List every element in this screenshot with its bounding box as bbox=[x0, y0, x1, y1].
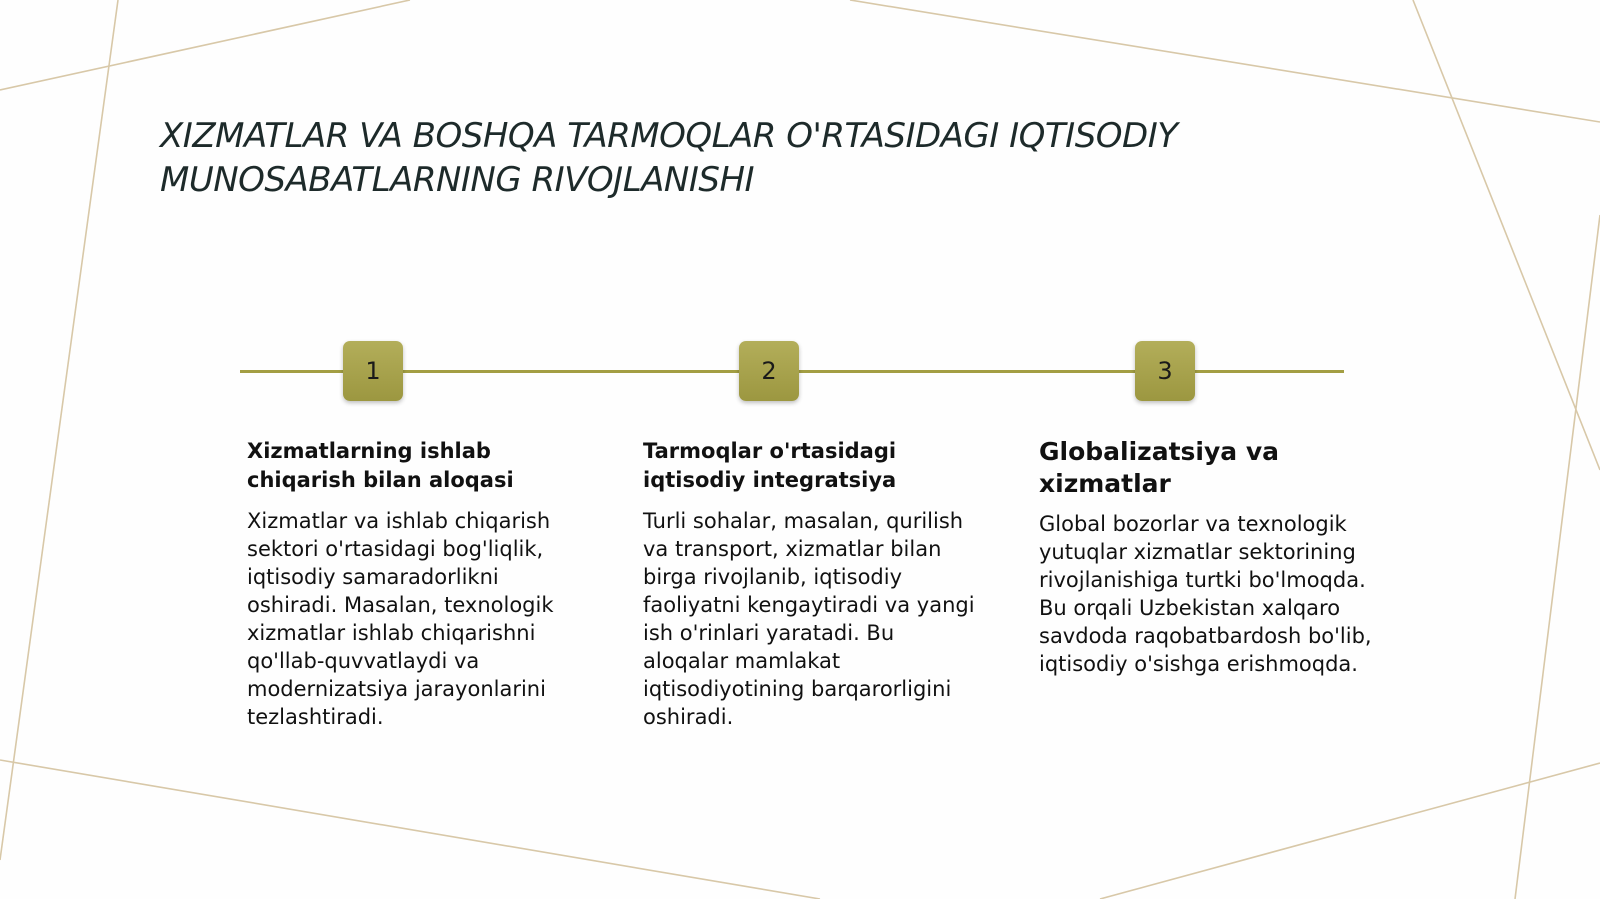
step-3-badge: 3 bbox=[1135, 341, 1195, 401]
page-title: XIZMATLAR VA BOSHQA TARMOQLAR O'RTASIDAGI IQTISODIY MUNOSABATLARNING RIVOJLANISHI bbox=[160, 116, 1178, 200]
step-2-heading: Tarmoqlar o'rtasidagi iqtisodiy integratsiya bbox=[643, 439, 897, 492]
step-3-body: Global bozorlar va texnologik yutuqlar xizmatlar sektorining rivojlanishiga turtki bo'lmoqda. Bu orqali Uzbekistan xalqaro savdoda raqobatbardosh bo'lib, iqtisodiy o'sishga erishmoqda. bbox=[1039, 512, 1372, 676]
step-2-body: Turli sohalar, masalan, qurilish va transport, xizmatlar bilan birga rivojlanib, iqtisodiy faoliyatni kengaytiradi va yangi ish o'rinlari yaratadi. Bu aloqalar mamlakat iqtisodiyotining barqarorligini oshiradi. bbox=[643, 509, 975, 729]
step-1-badge: 1 bbox=[343, 341, 403, 401]
step-1-body: Xizmatlar va ishlab chiqarish sektori o'rtasidagi bog'liqlik, iqtisodiy samaradorlikni oshiradi. Masalan, texnologik xizmatlar ishlab chiqarishni qo'llab-quvvatlaydi va modernizatsiya jarayonlarini tezlashtiradi. bbox=[247, 509, 554, 729]
step-3-heading: Globalizatsiya va xizmatlar bbox=[1039, 437, 1280, 498]
step-2-card bbox=[643, 437, 983, 731]
step-1-card bbox=[247, 437, 577, 731]
step-2-badge: 2 bbox=[739, 341, 799, 401]
step-3-card bbox=[1039, 436, 1384, 678]
step-1-heading: Xizmatlarning ishlab chiqarish bilan aloqasi bbox=[247, 439, 514, 492]
